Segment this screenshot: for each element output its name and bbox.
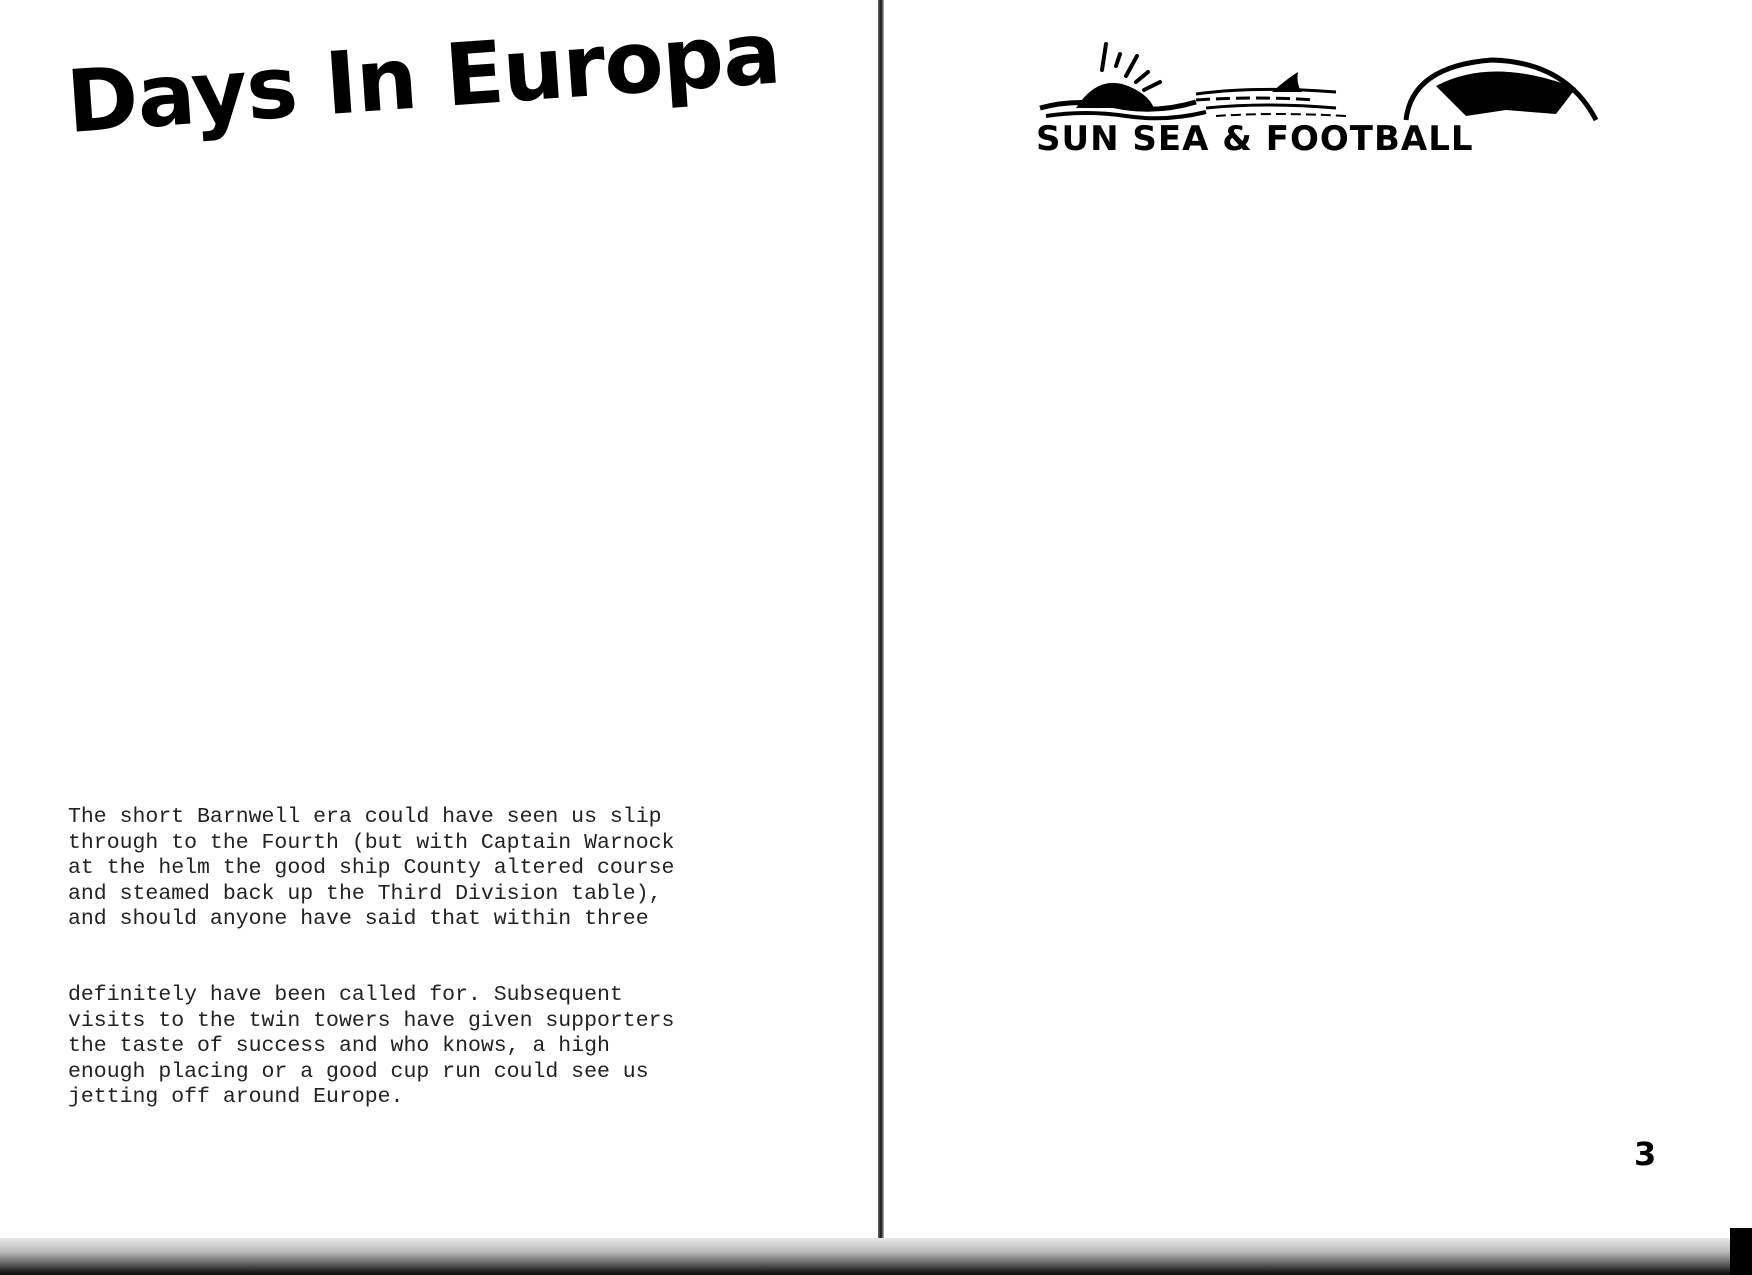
left-page [0, 0, 880, 1240]
text-line: jetting off around Europe. [68, 1085, 404, 1109]
logo-title: SUN SEA & FOOTBALL [1036, 119, 1474, 159]
right-page [884, 0, 1752, 1240]
page-corner-shadow [1730, 1228, 1752, 1275]
text-line: through to the Fourth (but with Captain Warnock [68, 830, 675, 855]
logo-artwork [1036, 36, 1626, 126]
sun-icon [1076, 44, 1160, 108]
paragraph-2 [68, 983, 788, 1111]
text-line: and steamed back up the Third Division table), [68, 881, 662, 906]
text-line: enough placing or a good cup run could see us [68, 1059, 649, 1084]
football-icon [1406, 60, 1596, 120]
waves-icon [1040, 89, 1346, 118]
text-line: at the helm the good ship County altered course [68, 856, 675, 880]
text-line: and should anyone have said that within three [68, 907, 649, 931]
text-line: the taste of success and who knows, a high [68, 1034, 610, 1058]
text-line: visits to the twin towers have given supporters [68, 1008, 675, 1033]
shark-fin-icon [1272, 72, 1302, 92]
paragraph-1 [68, 805, 788, 933]
sun-sea-football-logo [1036, 36, 1626, 159]
page-number: 3 [1634, 1135, 1657, 1173]
page-heading: Days In Europa [63, 3, 783, 153]
text-line: definitely have been called for. Subsequent [68, 983, 623, 1007]
text-line: The short Barnwell era could have seen us slip [68, 805, 662, 829]
page-bottom-edge [0, 1238, 1752, 1275]
